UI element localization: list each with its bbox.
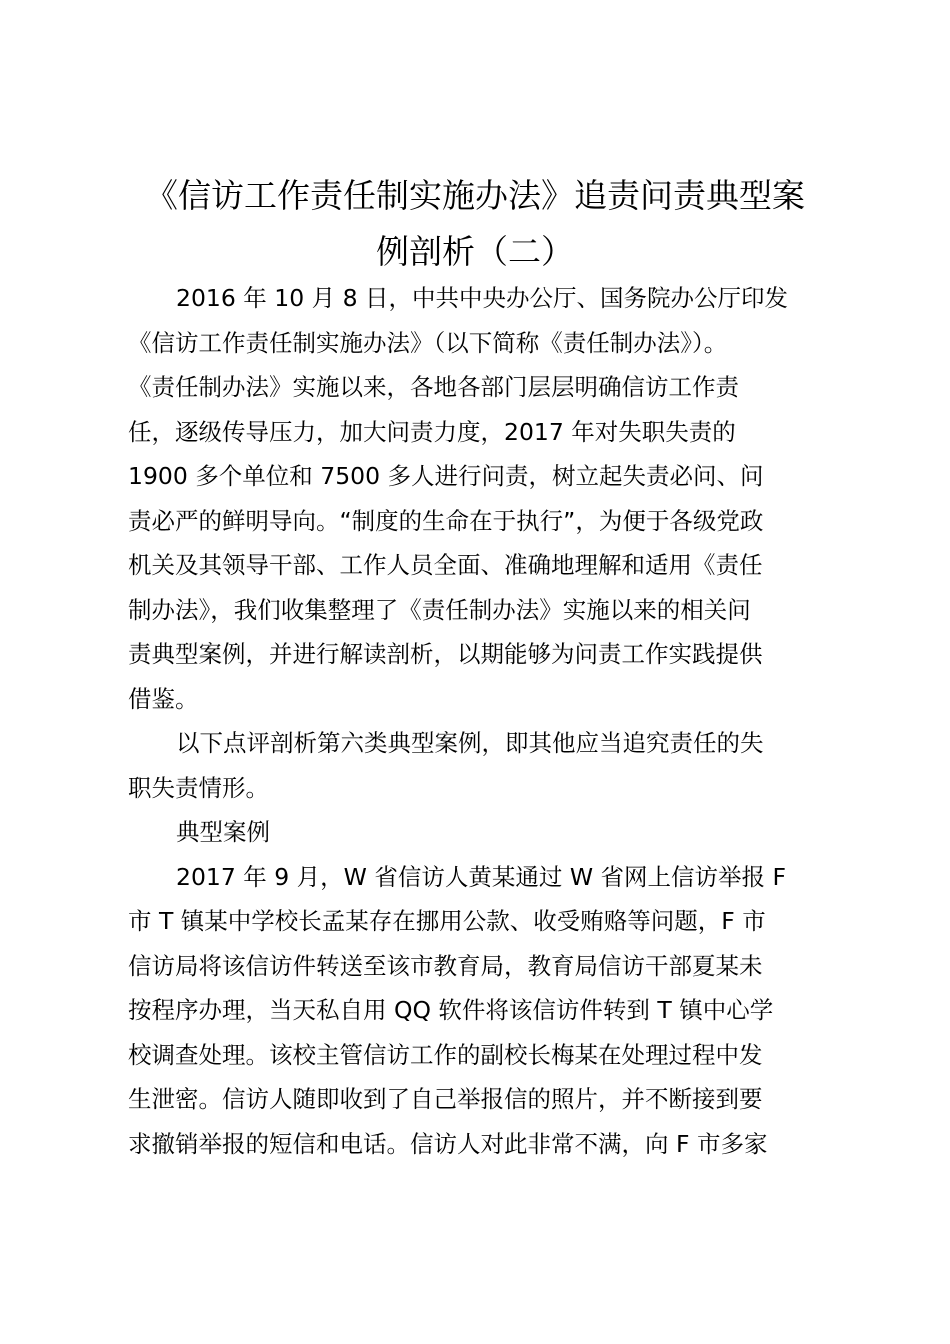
title-line: 《信访工作责任制实施办法》追责问责典型案 [145, 176, 805, 215]
case-paragraph [128, 855, 828, 1167]
text-line: 责必严的鲜明导向。“制度的生命在于执行”，为便于各级党政 [128, 506, 764, 535]
text-line: 机关及其领导干部、工作人员全面、准确地理解和适用《责任 [128, 551, 763, 579]
text-line: 信访局将该信访件转送至该市教育局，教育局信访干部夏某未 [128, 951, 763, 980]
text-line: 求撤销举报的短信和电话。信访人对此非常不满，向 F 市多家 [128, 1129, 768, 1158]
section-heading: 典型案例 [176, 818, 270, 846]
text-line: 按程序办理，当天私自用 QQ 软件将该信访件转到 T 镇中心学 [128, 996, 774, 1024]
text-line: 制办法》，我们收集整理了《责任制办法》实施以来的相关问 [128, 595, 751, 624]
text-line: 任，逐级传导压力，加大问责力度，2017 年对失职失责的 [128, 417, 736, 446]
text-line: 以下点评剖析第六类典型案例，即其他应当追究责任的失 [176, 729, 764, 757]
document-title [110, 168, 840, 280]
text-line: 校调查处理。该校主管信访工作的副校长梅某在处理过程中发 [128, 1040, 763, 1069]
text-line: 2017 年 9 月，W 省信访人黄某通过 W 省网上信访举报 F [176, 862, 787, 891]
text-line: 市 T 镇某中学校长孟某存在挪用公款、收受贿赂等问题，F 市 [128, 907, 766, 935]
text-line: 责典型案例，并进行解读剖析，以期能够为问责工作实践提供 [128, 640, 763, 668]
text-line: 1900 多个单位和 7500 多人进行问责，树立起失责必问、问 [128, 462, 764, 490]
text-line: 《责任制办法》实施以来，各地各部门层层明确信访工作责 [128, 373, 739, 401]
text-line: 借鉴。 [128, 684, 199, 713]
intro-paragraph [128, 276, 828, 721]
scope-paragraph [128, 721, 828, 810]
text-line: 2016 年 10 月 8 日，中共中央办公厅、国务院办公厅印发 [176, 284, 789, 312]
document-body [128, 276, 828, 1166]
text-line: 《信访工作责任制实施办法》（以下简称《责任制办法》）。 [128, 328, 728, 357]
text-line: 生泄密。信访人随即收到了自己举报信的照片，并不断接到要 [128, 1085, 763, 1113]
title-line: 例剖析（二） [376, 232, 574, 271]
text-line: 职失责情形。 [128, 773, 269, 802]
